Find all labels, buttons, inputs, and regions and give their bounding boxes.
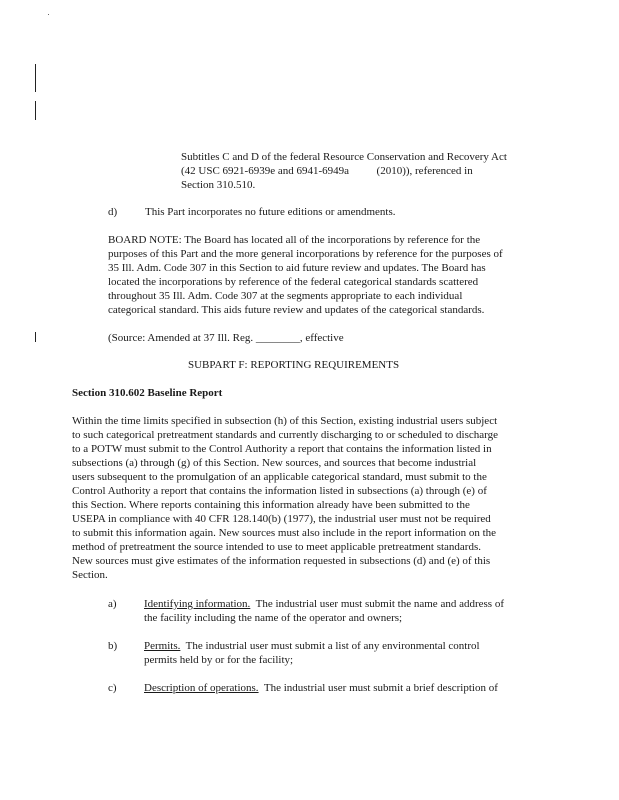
board-note-line: throughout 35 Ill. Adm. Code 307 at the segments appropriate to each individual [108, 290, 463, 302]
scan-speck [48, 14, 49, 15]
source-note: (Source: Amended at 37 Ill. Reg. ________, effective [108, 332, 344, 344]
item-title: Identifying information. [144, 598, 251, 610]
item-title: Description of operations. [144, 682, 259, 694]
item-line: The industrial user must submit a list of any environmental control [180, 640, 480, 652]
top-block-line: Section 310.510. [181, 179, 256, 191]
item-line: permits held by or for the facility; [144, 654, 294, 666]
body-line: this Section. Where reports containing this information already have been submitted to the [72, 499, 470, 511]
body-line: USEPA in compliance with 40 CFR 128.140(b) (1977), the industrial user must not be required [72, 513, 491, 525]
board-note-line: 35 Ill. Adm. Code 307 in this Section to aid future review and updates. The Board has [108, 262, 486, 274]
item-text [144, 681, 498, 696]
margin-change-bar [35, 64, 36, 92]
top-block-line: (42 USC 6921-6939e and 6941-6949a (2010)), referenced in [181, 165, 473, 177]
item-text [144, 639, 480, 654]
body-line: Within the time limits specified in subsection (h) of this Section, existing industrial users subject [72, 415, 498, 427]
board-note-line: BOARD NOTE: The Board has located all of the incorporations by reference for the [108, 234, 481, 246]
item-text [144, 597, 504, 612]
item-label: a) [108, 598, 117, 610]
body-line: New sources must give estimates of the information requested in subsections (d) and (e) of this [72, 555, 491, 567]
item-label: c) [108, 682, 117, 694]
board-note-line: located the incorporations by reference of the federal categorical standards scattered [108, 276, 479, 288]
item-line: The industrial user must submit the name and address of [250, 598, 504, 610]
subpart-heading: SUBPART F: REPORTING REQUIREMENTS [188, 359, 400, 371]
item-line: The industrial user must submit a brief description of [258, 682, 498, 694]
body-line: to a POTW must submit to the Control Authority a report that contains the information listed in [72, 443, 492, 455]
body-line: method of pretreatment the source intended to use to meet applicable pretreatment standards. [72, 541, 481, 553]
body-line: users subsequent to the promulgation of an applicable categorical standard, must submit to the [72, 471, 487, 483]
item-label: b) [108, 640, 118, 652]
body-line: to such categorical pretreatment standards and currently discharging to or scheduled to discharge [72, 429, 499, 441]
item-title: Permits. [144, 640, 181, 652]
body-line: Control Authority a report that contains the information listed in subsections (a) through (e) of [72, 485, 487, 497]
body-line: Section. [72, 569, 108, 581]
body-line: to submit this information again. New sources must also include in the report information on the [72, 527, 497, 539]
board-note-line: purposes of this Part and the more general incorporations by reference for the purposes of [108, 248, 503, 260]
item-line: the facility including the name of the operator and owners; [144, 612, 403, 624]
board-note-line: categorical standard. This aids future review and updates of the categorical standards. [108, 304, 485, 316]
margin-change-bar [35, 101, 36, 120]
top-block-line: Subtitles C and D of the federal Resource Conservation and Recovery Act [181, 151, 507, 163]
section-heading: Section 310.602 Baseline Report [72, 387, 223, 399]
item-label: d) [108, 206, 118, 218]
item-text: This Part incorporates no future editions or amendments. [145, 206, 396, 218]
body-line: subsections (a) through (g) of this Section. New sources, and sources that become industrial [72, 457, 477, 469]
margin-change-bar [35, 332, 36, 342]
